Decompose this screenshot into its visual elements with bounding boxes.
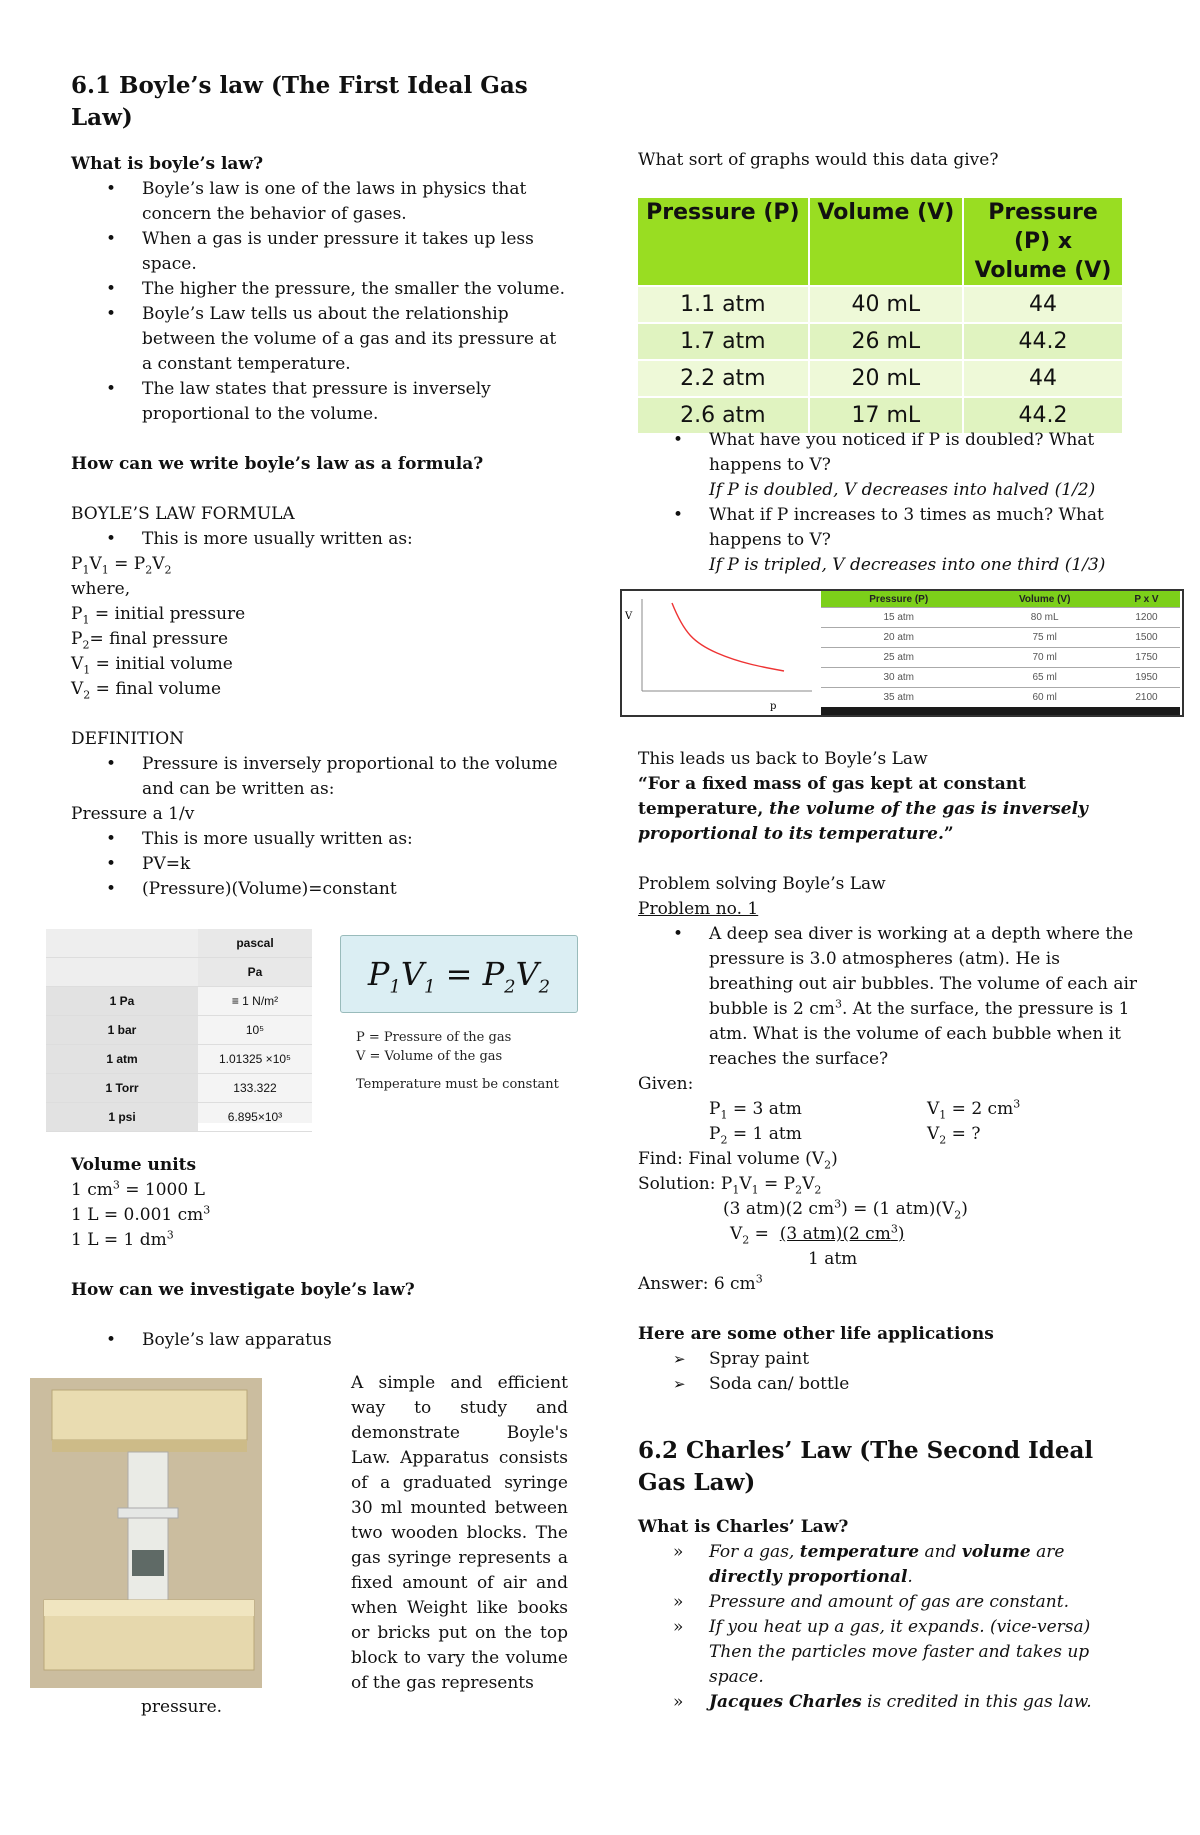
- solution-step-2: $V_2 = (3$ atm)(2 $cm^3$): [730, 1222, 905, 1247]
- table-row: 2.6 atm 17 mL 44.2: [638, 397, 1123, 433]
- definition-list-2: [71, 827, 571, 902]
- definition-heading: DEFINITION: [71, 729, 185, 749]
- leads-back-text: This leads us back to Boyle’s Law: [638, 749, 928, 769]
- pressure-units-table: [46, 929, 312, 1123]
- list-item: • PV=k: [142, 852, 571, 877]
- solution-step-1: (3 atm)(2 $cm^3) = (1$ $atm)(V_2)$: [723, 1197, 968, 1222]
- solution-step-3: 1 atm: [808, 1249, 858, 1269]
- list-item: • This is more usually written as:: [142, 527, 571, 552]
- problem-number: Problem no. 1: [638, 899, 759, 919]
- list-item: ➢ Soda can/ bottle: [709, 1372, 1138, 1397]
- note-temperature: Temperature must be constant: [356, 1077, 559, 1092]
- problem-heading: Problem solving Boyle’s Law: [638, 874, 886, 894]
- given-line-2: $P_2 = 1$ atm $V_2$ = ?: [709, 1124, 981, 1147]
- list-item: • This is more usually written as:: [142, 827, 571, 852]
- table-row: 1 Torr 133.322: [46, 1074, 312, 1103]
- question-what-is-boyle: What is boyle’s law?: [71, 154, 264, 174]
- apparatus-description: A simple and efficient way to study and demonstrate Boyle's Law. Apparatus consists of a graduated syringe 30 ml mounted between two wooden blocks. The gas syringe represents a fixed amount of air and when Weight like books or bricks put on the top block to vary the volume of the gas represents: [351, 1373, 568, 1693]
- answer-line: Answer: 6 $cm^3$: [638, 1272, 763, 1294]
- col-header: Volume (V): [809, 198, 963, 286]
- list-item: • When a gas is under pressure it takes up less space.: [142, 227, 571, 277]
- applications-list: [638, 1347, 1138, 1397]
- given-line-1: $P_1 = 3$ atm $V_1 = 2$ $cm^3$: [709, 1097, 1021, 1122]
- boyle-curve-chart: [622, 591, 820, 715]
- graph-question: What sort of graphs would this data give?: [638, 150, 999, 170]
- note-volume: V = Volume of the gas: [356, 1049, 503, 1064]
- list-item: • A deep sea diver is working at a depth where the pressure is 3.0 atmospheres (atm). He is breathing out air bubbles. The volume of each air bubble is 2 $cm^3$. At the surface, the pressure is 1 atm. What is the volume of each bubble when it reaches the surface?: [709, 922, 1138, 1072]
- list-item: • Boyle’s Law tells us about the relationship between the volume of a gas and its pressure at a constant temperature.: [142, 302, 571, 377]
- var-p1: $P_1$ = initial pressure: [71, 604, 246, 627]
- definition-list: [71, 752, 571, 802]
- notice-block: [638, 428, 1138, 578]
- applications-heading: Here are some other life applications: [638, 1324, 994, 1344]
- volume-unit-2: 1 L = 0.001 $cm^3$: [71, 1203, 211, 1225]
- note-pressure: P = Pressure of the gas: [356, 1030, 512, 1045]
- table-row: 1.7 atm 26 mL 44.2: [638, 323, 1123, 360]
- formula-box: $P_1V_1 = P_2V_2$: [340, 935, 578, 1013]
- list-item: ➢ Spray paint: [709, 1347, 1138, 1372]
- apparatus-photo: [30, 1378, 262, 1688]
- list-item: • What have you noticed if P is doubled? What happens to V? If P is doubled, V decreases into halved (1/2): [709, 428, 1138, 503]
- units-header-pascal: pascal: [198, 929, 312, 958]
- table-header-row: [638, 198, 1123, 286]
- question-formula: How can we write boyle’s law as a formula?: [71, 454, 484, 474]
- section-title-boyle: 6.1 Boyle’s law (The First Ideal Gas Law): [71, 72, 528, 131]
- var-v2: $V_2$ = final volume: [71, 679, 222, 702]
- table-row: 30 atm 65 ml 1950: [821, 668, 1180, 688]
- right-lower-block: [638, 747, 1138, 1715]
- table-row: 15 atm 80 mL 1200: [821, 608, 1180, 628]
- inverse-curve: [672, 603, 784, 671]
- list-item: • The law states that pressure is inversely proportional to the volume.: [142, 377, 571, 427]
- var-v1: $V_1$ = initial volume: [71, 654, 233, 677]
- section-title-charles: 6.2 Charles’ Law (The Second Ideal Gas Law): [638, 1437, 1094, 1496]
- boyle-quote: “For a fixed mass of gas kept at constant temperature, the volume of the gas is inversely proportional to its temperature.”: [638, 774, 1088, 844]
- units-header-pa: Pa: [198, 958, 312, 987]
- notice-list: [638, 428, 1138, 578]
- question-investigate: How can we investigate boyle’s law?: [71, 1280, 415, 1300]
- list-item: » Pressure and amount of gas are constant.: [709, 1590, 1138, 1615]
- list-item: » If you heat up a gas, it expands. (vice-versa) Then the particles move faster and takes up space.: [709, 1615, 1138, 1690]
- list-item: • What if P increases to 3 times as much? What happens to V? If P is tripled, V decreases into one third (1/3): [709, 503, 1138, 578]
- col-header: Pressure (P): [638, 198, 809, 286]
- volume-units-heading: Volume units: [71, 1155, 197, 1175]
- definition-line: Pressure a 1/v: [71, 804, 195, 824]
- list-item: • (Pressure)(Volume)=constant: [142, 877, 571, 902]
- boyle-graph-panel: [620, 589, 1184, 717]
- pressure-volume-table: [638, 198, 1124, 433]
- graph-question-block: [638, 148, 1138, 173]
- var-p2: $P_2=$ final pressure: [71, 629, 229, 652]
- problem-list: [638, 922, 1138, 1072]
- apparatus-description-end: pressure.: [141, 1697, 223, 1717]
- volume-unit-3: 1 L = 1 $dm^3$: [71, 1228, 174, 1250]
- table-row: 1 Pa ≡ 1 N/m²: [46, 987, 312, 1016]
- formula-list: [71, 527, 571, 552]
- table-row: 1.1 atm 40 mL 44: [638, 286, 1123, 323]
- volume-units-block: [71, 1153, 571, 1353]
- where-label: where,: [71, 579, 131, 599]
- volume-unit-1: 1 $cm^3 = 1000$ L: [71, 1178, 205, 1200]
- list-item: » Jacques Charles is credited in this gas law.: [709, 1690, 1138, 1715]
- left-column: [71, 70, 571, 952]
- list-item: • Boyle’s law apparatus: [142, 1328, 571, 1353]
- list-item: » For a gas, temperature and volume are directly proportional.: [709, 1540, 1138, 1590]
- col-header: Pressure (P) x Volume (V): [963, 198, 1123, 286]
- solution-line: Solution: $P_1V_1 = P_2V_2$: [638, 1174, 822, 1197]
- table-row: 1 atm 1.01325 ×10⁵: [46, 1045, 312, 1074]
- formula-heading: BOYLE’S LAW FORMULA: [71, 504, 295, 524]
- formula-notes: [356, 1028, 559, 1094]
- given-label: Given:: [638, 1074, 694, 1094]
- list-item: • The higher the pressure, the smaller the volume.: [142, 277, 571, 302]
- axis-label-p: p: [770, 701, 777, 712]
- find-line: Find: Final volume $(V_2)$: [638, 1149, 838, 1172]
- table-row: 1 bar 10⁵: [46, 1016, 312, 1045]
- list-item: • Boyle’s law is one of the laws in physics that concern the behavior of gases.: [142, 177, 571, 227]
- table-row: 1 psi 6.895×10³: [46, 1103, 312, 1132]
- charles-list: [638, 1540, 1138, 1715]
- table-row: 20 atm 75 ml 1500: [821, 628, 1180, 648]
- question-what-is-charles: What is Charles’ Law?: [638, 1517, 849, 1537]
- apparatus-list: [71, 1328, 571, 1353]
- boyle-equation: $P_1V_1 = P_2V_2$: [71, 554, 172, 577]
- boyle-definition-list: [71, 177, 571, 427]
- table-row: 25 atm 70 ml 1750: [821, 648, 1180, 668]
- table-row: 35 atm 60 ml 2100: [821, 688, 1180, 708]
- mini-data-table: Pressure (P) Volume (V) P x V 15 atm 80 mL 1200 20 atm 75 ml 1500 25 atm 70 ml 1750 30 atm 65 ml 1950 35 atm 60 ml 2100: [821, 591, 1180, 715]
- table-row: 2.2 atm 20 mL 44: [638, 360, 1123, 397]
- axis-label-v: V: [625, 611, 633, 622]
- list-item: • Pressure is inversely proportional to the volume and can be written as:: [142, 752, 571, 802]
